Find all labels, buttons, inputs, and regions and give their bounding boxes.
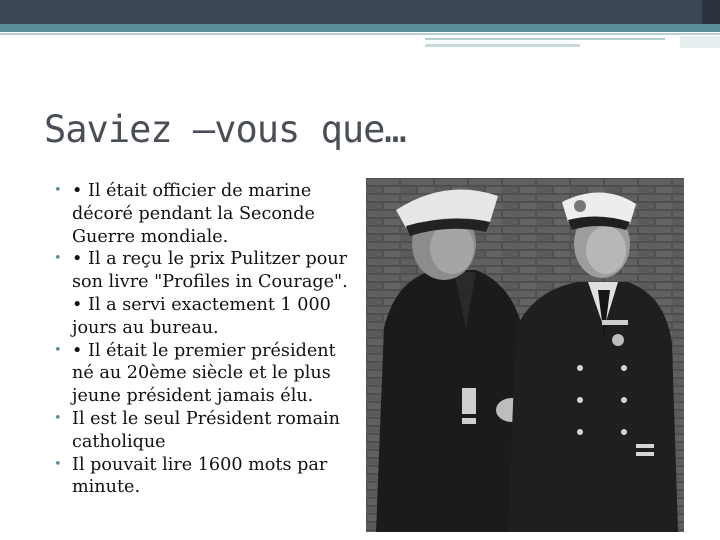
bullet-list <box>52 180 352 499</box>
header-decor-line <box>425 38 665 40</box>
historical-photo <box>366 178 684 532</box>
header-decor-line <box>0 33 720 35</box>
bullet-item: • Il est le seul Président romain catholique <box>52 408 352 454</box>
header-accent-band <box>0 24 720 32</box>
bullet-item: • • Il a reçu le prix Pulitzer pour son livre "Profiles in Courage". • Il a servi exactement 1 000 jours au bureau. <box>52 248 352 339</box>
bullet-item: • • Il était officier de marine décoré pendant la Seconde Guerre mondiale. <box>52 180 352 248</box>
top-bar-corner <box>702 0 720 24</box>
bullet-item: • Il pouvait lire 1600 mots par minute. <box>52 454 352 500</box>
header-decor-line <box>425 44 580 47</box>
slide-title: Saviez –vous que… <box>44 108 406 151</box>
photo-illustration <box>366 178 684 532</box>
top-bar <box>0 0 720 24</box>
header-decor-block <box>680 36 720 48</box>
bullet-item: • • Il était le premier président né au 20ème siècle et le plus jeune président jamais élu. <box>52 340 352 408</box>
